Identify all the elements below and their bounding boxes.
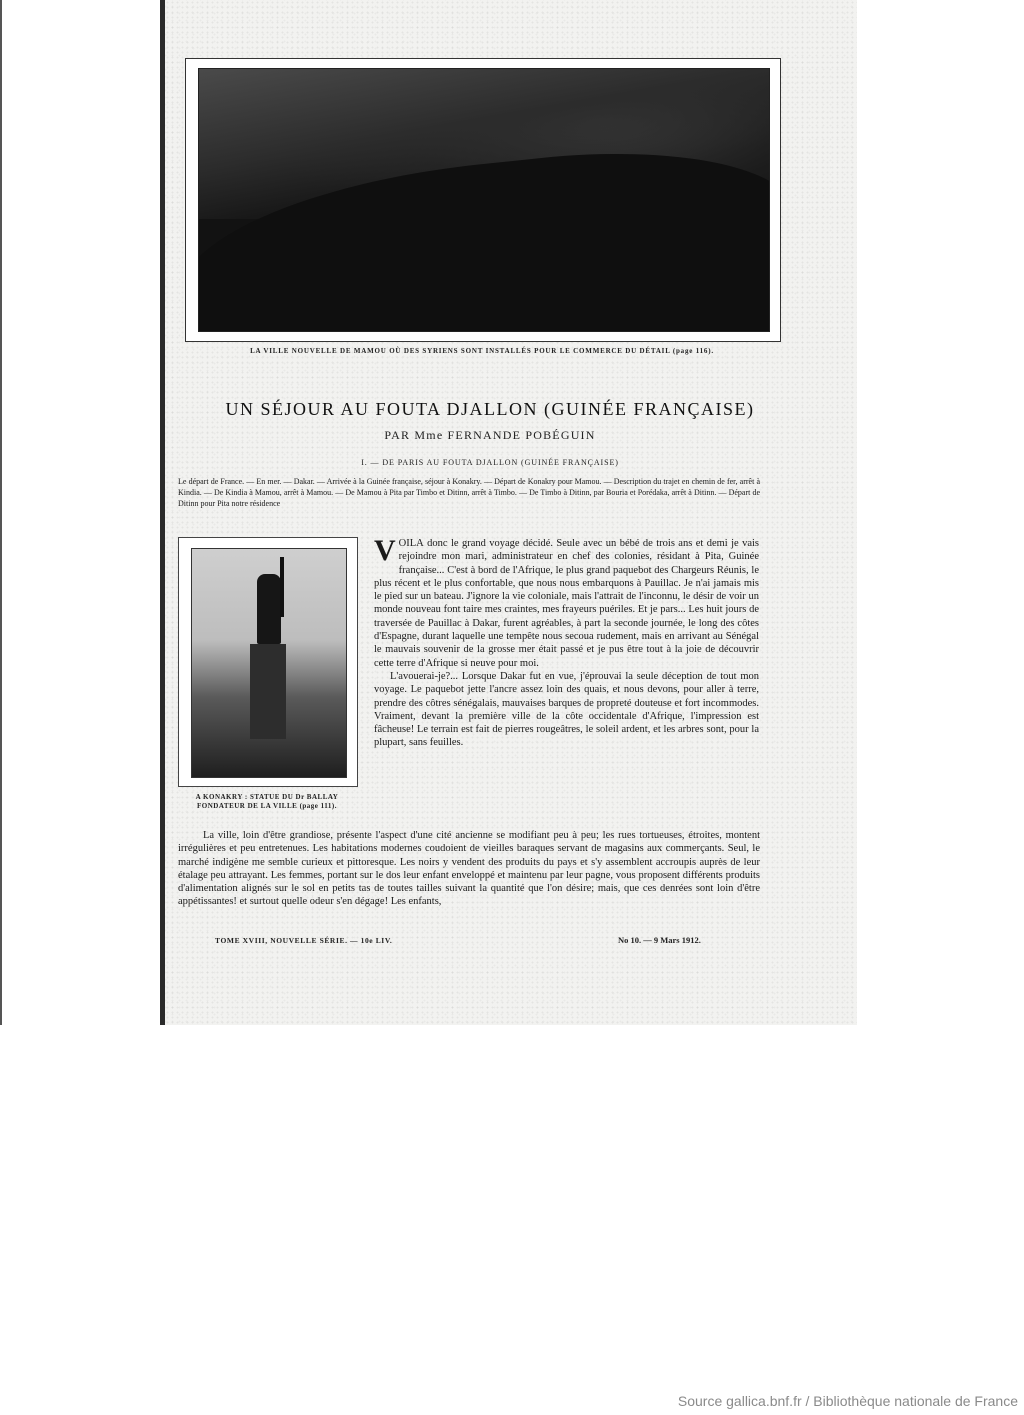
figure-caption: A KONAKRY : STATUE DU Dr BALLAY FONDATEUR DE LA VILLE (page 111). [195, 793, 339, 810]
article-byline: PAR Mme FERNANDE POBÉGUIN [384, 428, 596, 442]
drop-cap: V [374, 534, 396, 567]
scanned-page [160, 0, 857, 1025]
source-credit: Source gallica.bnf.fr / Bibliothèque nationale de France [677, 1393, 1018, 1409]
chapter-summary: Le départ de France. — En mer. — Dakar. — Arrivée à la Guinée française, séjour à Konakry. — Départ de Konakry pour Mamou. — Description du trajet en chemin de fer, arrêt à Kindia. — De Kindia à Mamou, arrêt à Mamou. — De Mamou à Pita par Timbo et Ditinn, arrêt à Timbo. — De Timbo à Ditinn, par Bouria et Porédaka, arrêt à Ditinn. — Départ de Ditinn pour Pita notre résidence [178, 477, 760, 508]
opening-smallcaps: OILA [398, 538, 424, 549]
statue-photo [191, 548, 347, 778]
article-title: UN SÉJOUR AU FOUTA DJALLON (GUINÉE FRANÇAISE) [225, 399, 755, 419]
paragraph-3: La ville, loin d'être grandiose, présente l'aspect d'une cité ancienne se modifiant peu à peu; les rues tortueuses, étroites, montent irrégulières et peu entretenues. Les habitations modernes coudoient de vieilles baraques servant de magasins aux commerçants. Seul, le marché indigène me semble curieux et pittoresque. Les noirs y vendent des produits du pays et s'y assemblent accroupis auprès de leur étalage peu attrayant. Les femmes, portant sur le dos leur enfant enveloppé et maintenu par leur pagne, vous proposent différents produits d'alimentation alignés sur le sol en petits tas de toutes tailles suivant la quantité que l'on désire; mais, que ces denrées sont loin d'être appétissantes! et surtout quelle odeur s'en dégage! Les enfants, [178, 830, 760, 908]
page-binding-shadow [160, 0, 165, 1025]
body-full-width [178, 829, 760, 909]
footer-volume: TOME XVIII, NOUVELLE SÉRIE. — 10e LIV. [215, 936, 393, 945]
mamou-town-photo [198, 68, 770, 332]
paragraph-1-text: donc le grand voyage décidé. Seule avec un bébé de trois ans et demi je vais rejoindre mon mari, administrateur en chef des colonies, résidant à Pita, Guinée française... C'est à bord de l'Afrique, le plus grand paquebot des Chargeurs Réunis, le plus récent et le plus confortable, que nous nous embarquons à Pauillac. Je n'ai jamais mis le pied sur un bateau. J'ignore la vie coloniale, mais l'attrait de l'inconnu, le désir de voir un monde nouveau font taire mes craintes, mes frayeurs puériles. Et je pars... Les huit jours de traversée de Pauillac à Dakar, furent agréables, à part la seconde journée, le long des côtes d'Espagne, durant laquelle une tempête nous secoua rudement, mais en arrivant au Sénégal le mauvais souvenir de la grosse mer était passé et je pus être tout à la joie de découvrir cette terre d'Afrique si neuve pour moi. [374, 538, 759, 669]
statue-figure [178, 537, 358, 787]
paragraph-1 [374, 534, 759, 670]
top-photograph [185, 58, 781, 342]
photo-caption: LA VILLE NOUVELLE DE MAMOU OÙ DES SYRIENS SONT INSTALLÉS POUR LE COMMERCE DU DÉTAIL (page 116). [250, 347, 714, 355]
scan-edge-left [0, 0, 2, 1025]
section-heading: I. — DE PARIS AU FOUTA DJALLON (GUINÉE FRANÇAISE) [361, 458, 619, 467]
paragraph-2: L'avouerai-je?... Lorsque Dakar fut en vue, j'éprouvai la seule déception de tout mon voyage. Le paquebot jette l'ancre assez loin des quais, et nous devons, pour aller à terre, prendre des côtres sénégalais, mauvaises barques de propreté douteuse et fort incommodes. Vraiment, devant la première ville de la côte occidentale d'Afrique, l'impression est fâcheuse! Le terrain est fait de pierres rougeâtres, le soleil ardent, et les arbres sont, pour la plupart, sans feuilles. [374, 670, 759, 749]
footer-issue: No 10. — 9 Mars 1912. [618, 935, 701, 945]
body-column [374, 534, 759, 750]
